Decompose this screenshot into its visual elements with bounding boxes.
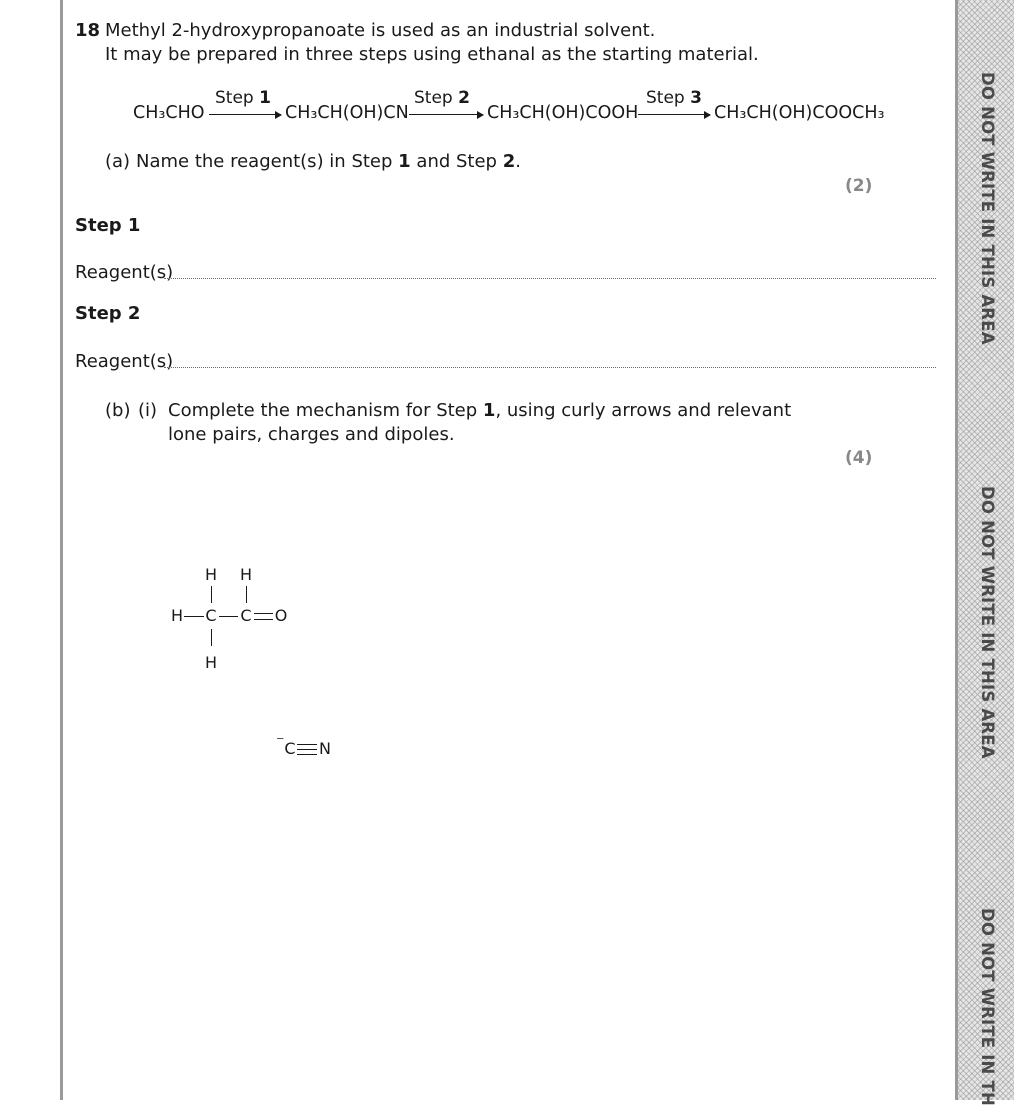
margin-warning-1: DO NOT WRITE IN THIS AREA [978, 72, 997, 345]
step1-arrow [209, 114, 281, 115]
step2-arrow [409, 114, 483, 115]
triple-bond-1 [297, 744, 317, 745]
cyanide-carbon: C [284, 739, 296, 758]
step1-answer-line[interactable] [164, 278, 936, 279]
atom-o: O [274, 606, 288, 625]
part-a-question: Name the reagent(s) in Step 1 and Step 2. [136, 151, 521, 172]
atom-c-right: C [240, 606, 252, 625]
bond-c1-h-top [211, 586, 212, 603]
part-a-label: (a) [105, 151, 131, 172]
part-b-label: (b) [105, 400, 131, 421]
compound-ethanal: CH₃CHO [133, 103, 205, 123]
bond-c2-h-top [246, 586, 247, 603]
step3-arrow [638, 114, 710, 115]
atom-h-top-left: H [204, 565, 218, 584]
question-text-line1: Methyl 2-hydroxypropanoate is used as an industrial solvent. [105, 20, 656, 41]
part-b-question-line1: Complete the mechanism for Step 1, using curly arrows and relevant [168, 400, 792, 421]
atom-h-top-right: H [239, 565, 253, 584]
triple-bond-3 [297, 754, 317, 755]
part-b-i-label: (i) [138, 400, 158, 421]
step2-label: Step 2 [414, 88, 470, 108]
bond-c1-c2 [219, 616, 238, 617]
step2-reagent-label: Reagent(s) [75, 351, 174, 372]
step2-heading: Step 2 [75, 303, 141, 324]
part-a-marks: (2) [845, 176, 873, 196]
step1-reagent-label: Reagent(s) [75, 262, 174, 283]
triple-bond-2 [297, 749, 317, 750]
step1-label: Step 1 [215, 88, 271, 108]
question-text-line2: It may be prepared in three steps using ethanal as the starting material. [105, 44, 759, 65]
bond-c1-h-bottom [211, 629, 212, 646]
atom-h-left: H [170, 606, 184, 625]
step1-heading: Step 1 [75, 215, 141, 236]
question-number: 18 [75, 20, 101, 41]
cyanide-charge: ⁻ [276, 732, 285, 751]
cyanide-nitrogen: N [319, 739, 331, 758]
compound-nitrile: CH₃CH(OH)CN [285, 103, 409, 123]
bond-c-o-double-top [254, 613, 273, 614]
atom-c-left: C [205, 606, 217, 625]
margin-warning-2: DO NOT WRITE IN THIS AREA [978, 486, 997, 759]
left-margin-rule [60, 0, 63, 1100]
part-b-question-line2: lone pairs, charges and dipoles. [168, 424, 455, 445]
compound-ester: CH₃CH(OH)COOCH₃ [714, 103, 885, 123]
part-b-marks: (4) [845, 448, 873, 468]
step3-label: Step 3 [646, 88, 702, 108]
step2-answer-line[interactable] [164, 367, 936, 368]
compound-acid: CH₃CH(OH)COOH [487, 103, 639, 123]
bond-c-o-double-bottom [254, 619, 273, 620]
margin-warning-3: DO NOT WRITE IN TH [978, 908, 997, 1106]
bond-h-c1 [184, 616, 204, 617]
atom-h-bottom: H [204, 653, 218, 672]
